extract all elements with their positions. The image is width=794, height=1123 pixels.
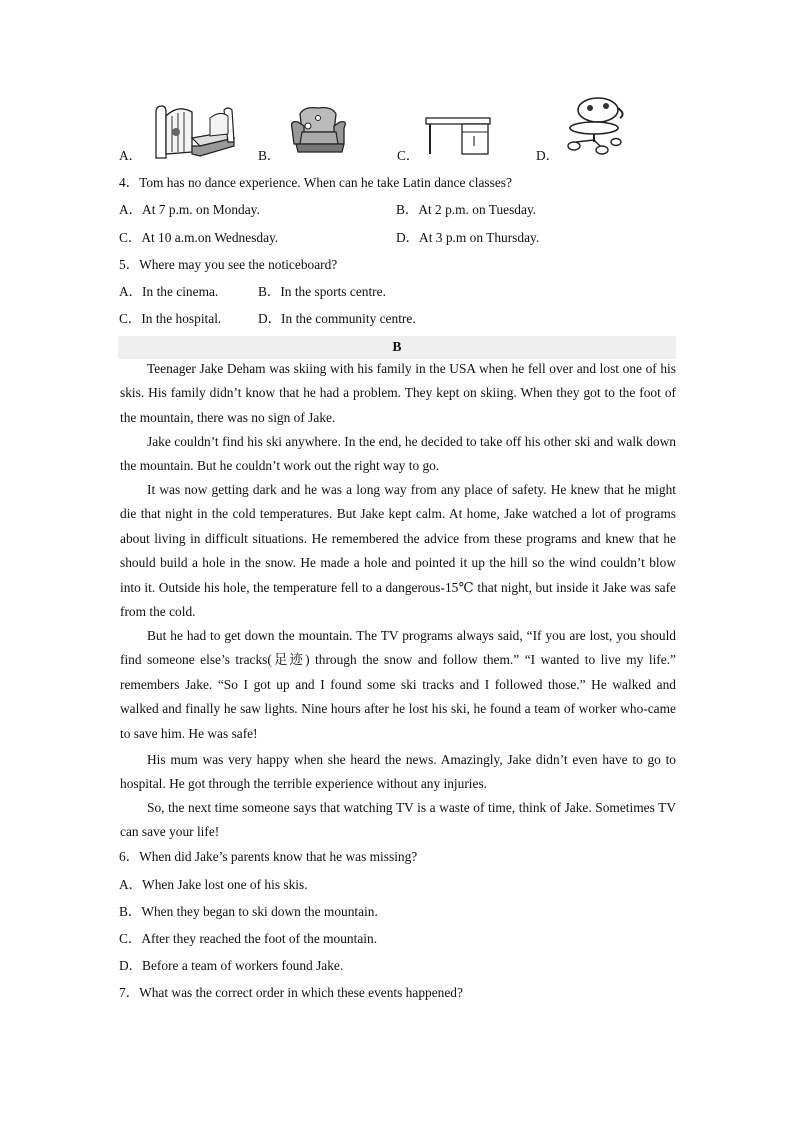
q6-option-d: D．Before a team of workers found Jake. — [119, 958, 344, 973]
q5-option-c: C．In the hospital. — [119, 311, 222, 326]
q3-option-b-label: B． — [258, 148, 281, 163]
q4-option-d: D．At 3 p.m on Thursday. — [396, 230, 540, 245]
q3-option-a-label: A． — [119, 148, 143, 163]
q6-option-c: C．After they reached the foot of the mountain. — [119, 931, 378, 946]
q5-option-b: B．In the sports centre. — [258, 284, 386, 299]
q4-option-a: A．At 7 p.m. on Monday. — [119, 202, 260, 217]
q5-option-a: A．In the cinema. — [119, 284, 219, 299]
q6-stem: 6．When did Jake’s parents know that he was missing? — [119, 849, 418, 864]
q3-option-c-label: C． — [397, 148, 420, 163]
passage-paragraph-6: So, the next time someone says that watching TV is a waste of time, think of Jake. Sometimes TV can save your life! — [120, 800, 676, 840]
q7-stem: 7．What was the correct order in which these events happened? — [119, 985, 463, 1000]
q4-stem: 4．Tom has no dance experience. When can he take Latin dance classes? — [119, 175, 512, 190]
round-chair-icon — [562, 94, 630, 156]
desk-icon — [424, 116, 492, 156]
passage-paragraph-1: Teenager Jake Deham was skiing with his family in the USA when he fell over and lost one of his skis. His family didn’t know that he had a problem. They kept on skiing. When they got to the foot of the mountain, there was no sign of Jake. — [120, 361, 676, 425]
section-letter: B — [392, 339, 402, 354]
bed-icon — [148, 102, 238, 160]
q6-option-a: A．When Jake lost one of his skis. — [119, 877, 308, 892]
passage-paragraph-5: His mum was very happy when she heard the news. Amazingly, Jake didn’t even have to go to hospital. He got through the terrible experience without any injuries. — [120, 752, 676, 792]
q4-option-c: C．At 10 a.m.on Wednesday. — [119, 230, 279, 245]
passage-paragraph-4: But he had to get down the mountain. The TV programs always said, “If you are lost, you should find someone else’s tracks(足迹) through the snow and follow them.” “I wanted to live my life.” remembers Jake. “So I got up and I found some ski tracks and I followed those.” He walked and walked and finally he saw lights. Nine hours after he lost his ski, he found a team of worker who-came to save him. He was safe! — [120, 628, 676, 741]
q5-option-d: D．In the community centre. — [258, 311, 416, 326]
q6-option-b: B．When they began to ski down the mountain. — [119, 904, 378, 919]
passage-paragraph-2: Jake couldn’t find his ski anywhere. In the end, he decided to take off his other ski and walk down the mountain. But he couldn’t work out the right way to go. — [120, 434, 676, 474]
section-header — [118, 336, 676, 359]
passage-paragraph-3: It was now getting dark and he was a long way from any place of safety. He knew that he might die that night in the cold temperatures. But Jake kept calm. At home, Jake watched a lot of programs about living in difficult situations. He remembered the advice from these programs and knew that he should build a hole in the snow. He made a hole and pointed it up the hill so the wind couldn’t blow into it. Outside his hole, the temperature fell to a dangerous-15℃ that night, but inside it Jake was safe from the cold. — [120, 482, 676, 620]
q3-option-d-label: D． — [536, 148, 560, 163]
q5-stem: 5．Where may you see the noticeboard? — [119, 257, 338, 272]
armchair-icon — [288, 104, 352, 156]
q4-option-b: B．At 2 p.m. on Tuesday. — [396, 202, 537, 217]
